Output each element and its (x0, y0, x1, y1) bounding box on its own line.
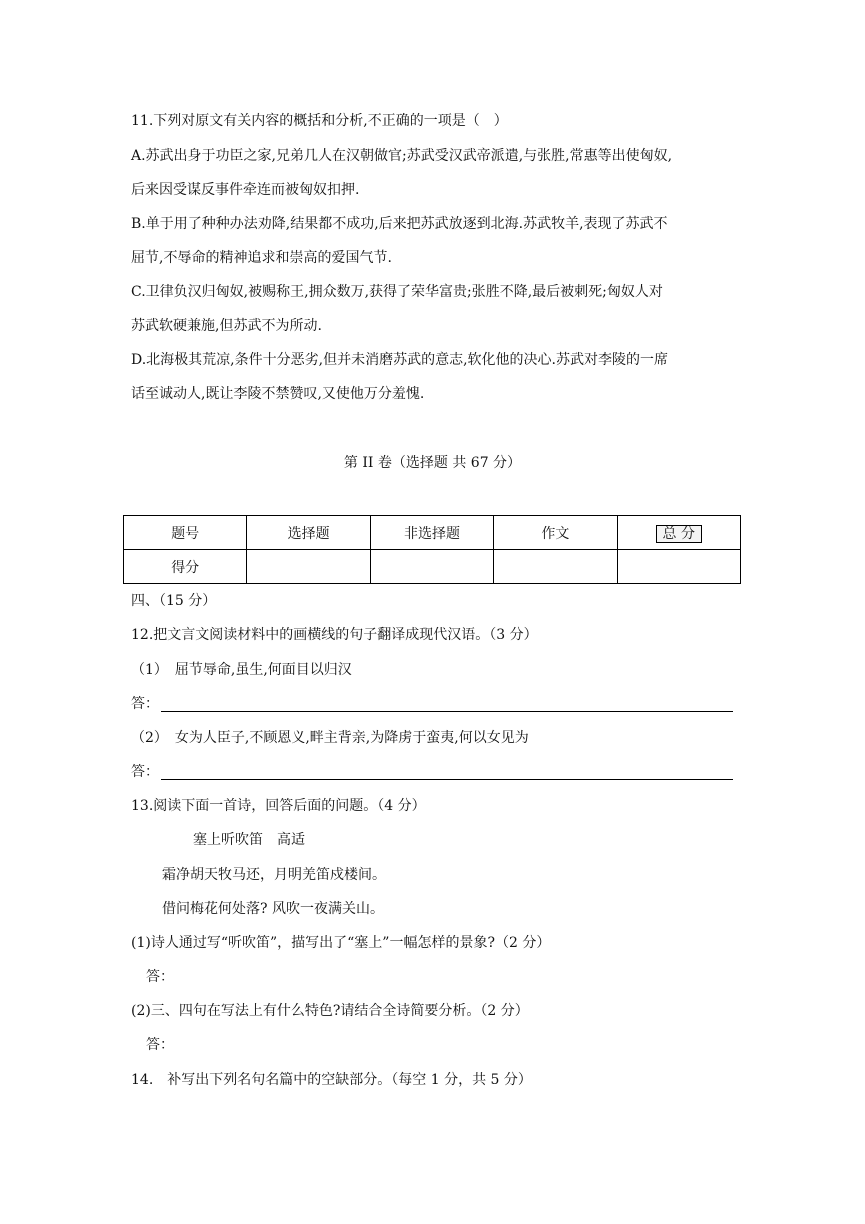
q12-sentence-2: （2） 女为人臣子,不顾恩义,畔主背亲,为降虏于蛮夷,何以女见为 (131, 730, 529, 746)
q13-stem: 13.阅读下面一首诗，回答后面的问题。（4 分） (131, 798, 426, 814)
q12-sentence-1: （1） 屈节辱命,虽生,何面目以归汉 (131, 662, 352, 678)
score-header-cell: 作文 (494, 516, 617, 550)
poem-title: 塞上听吹笛 高适 (193, 832, 305, 848)
score-table (123, 515, 741, 584)
q11-option-d-line2: 话至诚动人,既让李陵不禁赞叹,又使他万分羞愧. (131, 386, 425, 402)
q12-answer-1-label: 答： (131, 696, 159, 712)
q11-option-a-line2: 后来因受谋反事件牵连而被匈奴扣押. (131, 182, 360, 198)
section-title: 第 II 卷（选择题 共 67 分） (343, 455, 522, 471)
score-header-cell: 非选择题 (370, 516, 493, 550)
score-entry-cell[interactable] (494, 550, 617, 584)
q12-answer-1-line[interactable] (161, 711, 733, 712)
q11-option-b-line1: B.单于用了种种办法劝降,结果都不成功,后来把苏武放逐到北海.苏武牧羊,表现了苏武不 (131, 216, 668, 232)
score-header-cell: 题号 (124, 516, 247, 550)
q13-sub-question-2: (2)三、四句在写法上有什么特色?请结合全诗简要分析。（2 分） (131, 1003, 529, 1019)
q11-option-b-line2: 屈节,不辱命的精神追求和崇高的爱国气节. (131, 250, 392, 266)
q12-answer-2-line[interactable] (161, 779, 733, 780)
q11-option-c-line2: 苏武软硬兼施,但苏武不为所动. (131, 318, 322, 334)
score-row-label: 得分 (124, 550, 247, 584)
poem-line-1: 霜净胡天牧马还，月明羌笛戍楼间。 (162, 867, 386, 883)
q13-sub-question-1: (1)诗人通过写“听吹笛”，描写出了“塞上”一幅怎样的景象?（2 分） (131, 935, 551, 951)
q11-option-d-line1: D.北海极其荒凉,条件十分恶劣,但并未消磨苏武的意志,软化他的决心.苏武对李陵的一席 (131, 352, 668, 368)
score-entry-cell[interactable] (370, 550, 493, 584)
score-header-cell: 选择题 (247, 516, 370, 550)
q11-option-c-line1: C.卫律负汉归匈奴,被赐称王,拥众数万,获得了荣华富贵;张胜不降,最后被刺死;匈奴人对 (131, 284, 663, 300)
q13-answer-2-label: 答： (146, 1037, 174, 1053)
poem-line-2: 借问梅花何处落? 风吹一夜满关山。 (162, 901, 384, 917)
q11-stem: 11.下列对原文有关内容的概括和分析,不正确的一项是（ ） (131, 113, 508, 129)
score-table-header-row (124, 516, 741, 550)
score-entry-cell[interactable] (247, 550, 370, 584)
q14-stem: 14. 补写出下列名句名篇中的空缺部分。（每空 1 分，共 5 分） (131, 1072, 532, 1088)
q12-answer-2-label: 答： (131, 764, 159, 780)
q12-stem: 12.把文言文阅读材料中的画横线的句子翻译成现代汉语。（3 分） (131, 627, 538, 643)
part-four-heading: 四、（15 分） (131, 593, 217, 609)
score-entry-cell[interactable] (617, 550, 740, 584)
q11-option-a-line1: A.苏武出身于功臣之家,兄弟几人在汉朝做官;苏武受汉武帝派遣,与张胜,常惠等出使匈奴, (131, 148, 673, 164)
score-table-value-row (124, 550, 741, 584)
total-label: 总 分 (656, 525, 702, 543)
q13-answer-1-label: 答： (146, 969, 174, 985)
score-header-total-cell (617, 516, 740, 550)
